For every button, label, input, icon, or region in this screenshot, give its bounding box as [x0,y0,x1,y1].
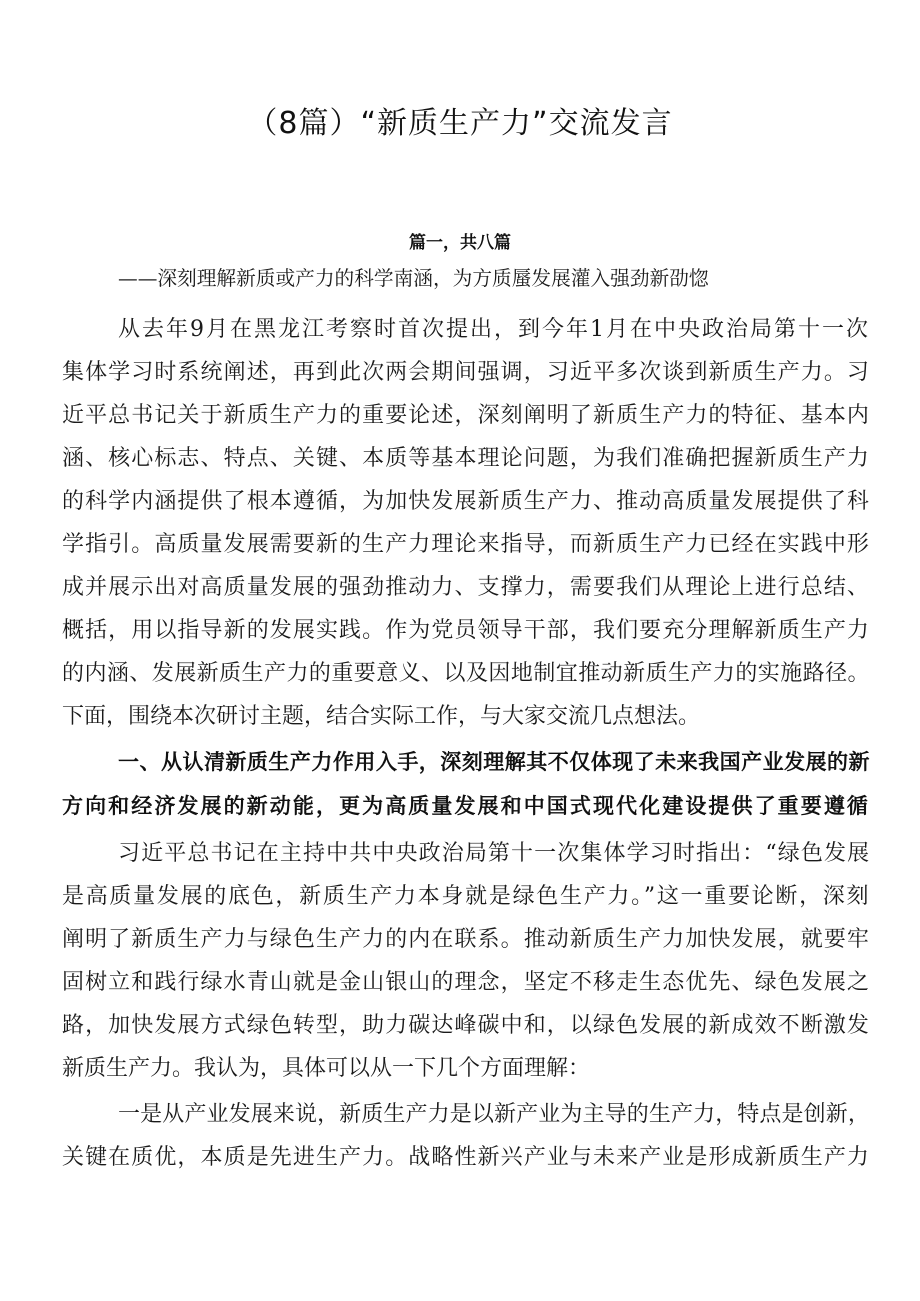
part-label: 篇一，共八篇 [409,233,511,253]
paragraph-line: 固树立和践行绿水青山就是金山银山的理念，坚定不移走生态优先、绿色发展之 [62,970,871,995]
paragraph-line: 集体学习时系统阐述，再到此次两会期间强调，习近平多次谈到新质生产力。习 [62,360,871,385]
section-heading-line: 方向和经济发展的新动能，更为高质量发展和中国式现代化建设提供了重要遵循 [62,794,871,818]
paragraph-line: 成并展示出对高质量发展的强劲推动力、支撑力，需要我们从理论上进行总结、 [62,575,871,600]
paragraph-line: 新质生产力。我认为，具体可以从一下几个方面理解： [62,1056,591,1081]
paragraph-line: 概括，用以指导新的发展实践。作为党员领导干部，我们要充分理解新质生产力 [62,618,871,643]
paragraph-line: 路，加快发展方式绿色转型，助力碳达峰碳中和，以绿色发展的新成效不断激发 [62,1013,871,1038]
paragraph-line: 下面，围绕本次研讨主题，结合实际工作，与大家交流几点想法。 [62,704,701,729]
paragraph-line: 学指引。高质量发展需要新的生产力理论来指导，而新质生产力已经在实践中形 [62,532,871,557]
paragraph-line: 习近平总书记在主持中共中央政治局第十一次集体学习时指出：“绿色发展 [118,841,871,866]
document-title: （8篇）“新质生产力”交流发言 [247,106,673,141]
paragraph-line: 一是从产业发展来说，新质生产力是以新产业为主导的生产力，特点是创新， [118,1102,871,1127]
paragraph-line: 的科学内涵提供了根本遵循，为加快发展新质生产力、推动高质量发展提供了科 [62,489,871,514]
paragraph-line: 近平总书记关于新质生产力的重要论述，深刻阐明了新质生产力的特征、基本内 [62,403,871,428]
paragraph-line: 阐明了新质生产力与绿色生产力的内在联系。推动新质生产力加快发展，就要牢 [62,927,871,952]
paragraph-line: 从去年9月在黑龙江考察时首次提出，到今年1月在中央政治局第十一次 [118,317,870,342]
section-subtitle: ——深刻理解新质或产力的科学南涵，为方质蜃发展灌入强劲新劭惚 [118,267,709,290]
paragraph-line: 是高质量发展的底色，新质生产力本身就是绿色生产力。”这一重要论断，深刻 [62,884,871,909]
paragraph-line: 涵、核心标志、特点、关键、本质等基本理论问题，为我们准确把握新质生产力 [62,446,871,471]
paragraph-line: 关键在质优，本质是先进生产力。战略性新兴产业与未来产业是形成新质生产力 [62,1145,871,1170]
paragraph-line: 的内涵、发展新质生产力的重要意义、以及因地制宜推动新质生产力的实施路径。 [62,661,870,686]
section-heading-line: 一、从认清新质生产力作用入手，深刻理解其不仅体现了未来我国产业发展的新 [118,750,871,774]
